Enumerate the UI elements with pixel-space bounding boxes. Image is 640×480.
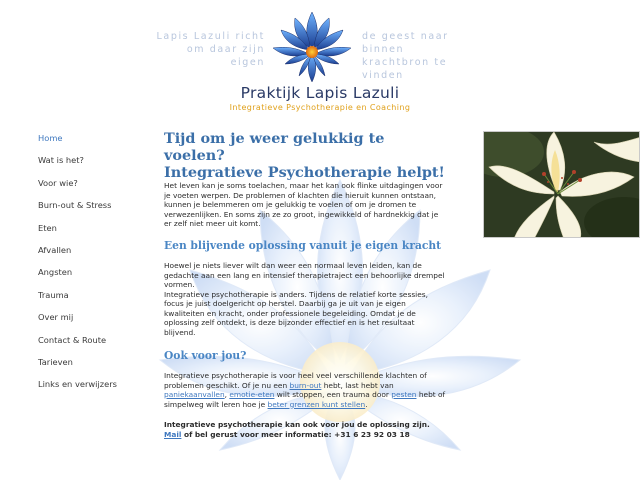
lotus-logo-icon[interactable] [265,8,360,88]
emotie-eten-link[interactable]: emotie-eten [229,390,275,399]
section-1-line: Hoewel je niets liever wilt dan weer een normaal leven leiden, kan de [164,261,422,270]
nav-item-home[interactable]: Home [38,133,63,143]
section-1-line: vormen. [164,280,195,289]
intro-line: verwezenlijken. En soms zijn ze zo groot, ingewikkeld of hardnekkig dat je [164,209,439,219]
intro-line: Het leven kan je soms toelachen, maar het kan ook flinke uitdagingen voor [164,181,443,190]
text-span: wilt stoppen, een trauma door [274,390,392,399]
section-1-line: kwaliteiten en kracht, onder professionele begeleiding. Omdat je de [164,308,416,318]
nav-item-contact-route[interactable]: Contact & Route [38,334,107,345]
call-to-action [164,420,446,439]
nav-item-wat-is-het[interactable]: Wat is het? [38,155,84,166]
section-1-line: blijvend. [164,327,196,337]
section-1-line: oplossing zelf ontdekt, is deze bijzonder effectief en is het resultaat [164,318,415,327]
section-1-line: focus je juist doelgericht op herstel. Daarbij ga je uit van je eigen [164,299,406,308]
section-title: Ook voor jou? [164,349,247,362]
section-2-line [164,400,446,410]
main-navigation [38,133,117,402]
page-title-line-1: Tijd om je weer gelukkig te voelen? [164,130,385,164]
section-heading-ook-voor-jou [164,349,446,362]
section-2-line [164,381,446,391]
lily-flower-icon [484,132,640,238]
lily-flower-photo [483,131,640,238]
text-span: hebt, last hebt van [321,380,394,390]
text-span: of bel gerust voor meer informatie: +31 6 23 92 03 18 [181,429,410,439]
section-2-line [164,390,446,400]
paniekaanvallen-link[interactable]: paniekaanvallen [164,390,225,399]
text-span: , [224,390,230,399]
brand-name[interactable]: Praktijk Lapis Lazuli [240,84,400,102]
text-span: . [365,399,368,409]
tagline-right [362,30,492,82]
nav-item-burn-out-stress[interactable]: Burn-out & Stress [38,200,112,211]
intro-line: kunnen je belemmeren om je gelukkig te voelen of om je dromen te [164,200,417,209]
cta-line: Integratieve psychotherapie kan ook voor jou de oplossing zijn. [164,420,430,429]
page-heading [164,130,446,181]
text-span: problemen geschikt. Of je nu een [164,380,290,390]
tagline-right-line-2: krachtbron te vinden [362,57,448,81]
nav-item-eten[interactable]: Eten [38,222,57,233]
section-1-line: gedachte aan een lang en intensief therapietraject een behoorlijke drempel [164,270,445,280]
burn-out-link[interactable]: burn-out [289,380,322,390]
brand-subtitle: Integratieve Psychotherapie en Coaching [229,103,411,112]
section-2-paragraph [164,371,446,409]
text-span: simpelweg wilt leren hoe je [164,399,268,409]
nav-item-links-verwijzers[interactable]: Links en verwijzers [38,379,117,390]
intro-paragraph [164,181,446,229]
mail-link[interactable]: Mail [164,429,182,439]
section-1-paragraph [164,261,446,337]
tagline-left-line-1: Lapis Lazuli richt [156,31,265,42]
nav-item-afvallen[interactable]: Afvallen [38,244,72,255]
section-1-line: Integratieve psychotherapie is anders. Tijdens de relatief korte sessies, [164,289,428,299]
cta-line [164,430,446,440]
intro-line: je voeten werpen. De problemen of klachten die hieruit kunnen ontstaan, [164,190,437,200]
section-heading-oplossing [164,239,446,252]
tagline-left [150,30,265,69]
nav-item-over-mij[interactable]: Over mij [38,312,74,323]
pesten-link[interactable]: pesten [391,390,417,399]
section-2-line: Integratieve psychotherapie is voor heel veel verschillende klachten of [164,371,427,380]
nav-item-tarieven[interactable]: Tarieven [38,356,73,367]
section-title: Een blijvende oplossing vanuit je eigen kracht [164,239,442,252]
nav-item-angsten[interactable]: Angsten [38,267,73,278]
intro-line: er zelf niet meer uit komt. [164,219,261,228]
nav-item-trauma[interactable]: Trauma [38,289,69,300]
page-title-line-2: Integratieve Psychotherapie helpt! [164,164,445,181]
nav-item-voor-wie[interactable]: Voor wie? [38,177,78,188]
tagline-right-line-1: de geest naar binnen [362,31,449,55]
text-span: hebt of [416,390,446,399]
tagline-left-line-2: om daar zijn eigen [186,44,265,68]
grenzen-stellen-link[interactable]: beter grenzen kunt stellen [267,399,366,409]
